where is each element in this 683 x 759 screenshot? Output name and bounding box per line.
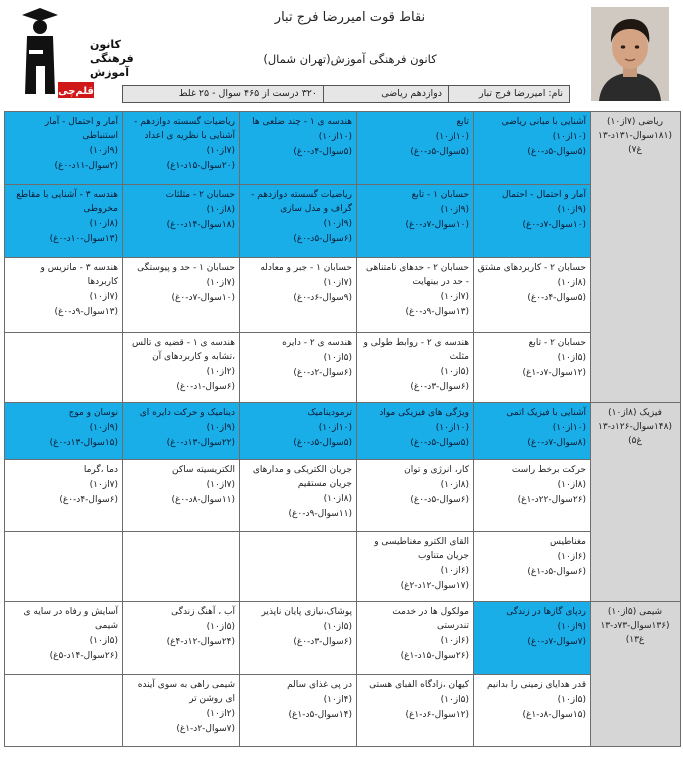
topic-stat: (۹سوال-۶د-۰غ) (293, 293, 352, 303)
empty-cell (123, 532, 240, 602)
topic-name: الکتریسیته ساکن (172, 465, 235, 475)
topic-cell (474, 258, 591, 333)
subject-label-line: (۱۸۱سوال-۱۳۱د-۱۳ (598, 131, 672, 141)
topic-stat: (۱۸سوال-۱۴د-۰غ) (166, 220, 235, 230)
topic-cell (474, 185, 591, 258)
topic-cell (240, 258, 357, 333)
table-row (5, 333, 681, 403)
topic-cell (357, 333, 474, 403)
table-row (5, 403, 681, 460)
topic-stat: (۷از۱۰) (440, 292, 469, 302)
topic-stat: (۱۰سوال-۷د-۰غ) (171, 293, 235, 303)
topic-stat: (۵از۱۰) (323, 622, 352, 632)
topic-stat: (۹از۱۰) (440, 205, 469, 215)
table-row (5, 675, 681, 747)
topic-cell (357, 675, 474, 747)
topic-stat: (۷سوال-۷د-۰غ) (527, 637, 586, 647)
topic-name: ریاضیات گسسته دوازدهم - آشنایی با نظریه ی اعداد (134, 117, 235, 141)
topic-stat: (۱۲سوال-۶د-۱غ) (405, 710, 469, 720)
topic-cell (474, 333, 591, 403)
topic-cell (240, 460, 357, 532)
topic-cell (123, 112, 240, 185)
topic-stat: (۶از۱۰) (440, 566, 469, 576)
subject-label-line: شیمی (۵از۱۰) (607, 607, 663, 617)
topic-stat: (۱۰از۱۰) (552, 423, 586, 433)
topic-name: پوشاک،نیازی پایان ناپذیر (261, 607, 352, 617)
topic-cell (474, 602, 591, 675)
topic-stat: (۹از۱۰) (206, 423, 235, 433)
topic-cell (357, 460, 474, 532)
topic-name: هندسه ی ۲ - روابط طولی و مثلث (363, 338, 469, 362)
topic-name: ترمودینامیک (307, 408, 352, 418)
topic-name: آشنایی با مبانی ریاضی (501, 117, 586, 127)
topic-name: دینامیک و حرکت دایره ای (139, 408, 235, 418)
topic-cell (474, 532, 591, 602)
topic-name: ردپای گازها در زندگی (506, 607, 586, 617)
topic-name: نوسان و موج (68, 408, 118, 418)
topic-stat: (۱۲سوال-۷د-۱غ) (522, 368, 586, 378)
topic-stat: (۱۰از۱۰) (318, 423, 352, 433)
topic-stat: (۴از۱۰) (323, 695, 352, 705)
topic-stat: (۶از۱۰) (440, 636, 469, 646)
topic-cell (240, 333, 357, 403)
topic-cell (5, 258, 123, 333)
topic-stat: (۲۶سوال-۱۵د-۱غ) (400, 651, 469, 661)
topic-name: آمار و احتمال - آمار استنباطی (44, 117, 118, 141)
topic-stat: (۷از۱۰) (206, 278, 235, 288)
empty-cell (240, 532, 357, 602)
topic-stat: (۵سوال-۵د-۰غ) (410, 147, 469, 157)
topic-stat: (۲سوال-۱۱د-۰غ) (54, 161, 118, 171)
topic-cell (123, 185, 240, 258)
topic-stat: (۸سوال-۷د-۰غ) (527, 438, 586, 448)
topic-name: مولکول ها در خدمت تندرستی (392, 607, 469, 631)
topic-stat: (۱۰از۱۰) (435, 423, 469, 433)
topic-stat: (۲۰سوال-۱۵د-۱غ) (166, 161, 235, 171)
subject-label-line: فیزیک (۸از۱۰) (608, 408, 662, 418)
topic-stat: (۵سوال-۵د-۰غ) (410, 438, 469, 448)
topic-name: حسابان ۲ - حدهای نامتناهی - حد در بینهایت (365, 263, 469, 287)
topic-stat: (۱۰از۱۰) (435, 132, 469, 142)
topic-name: شیمی راهی به سوی آینده ای روشن تر (137, 680, 235, 704)
kanoon-logo (18, 6, 134, 110)
topic-stat: (۹از۱۰) (89, 423, 118, 433)
topic-name: جریان الکتریکی و مدارهای جریان مستقیم (252, 465, 352, 489)
topic-stat: (۵سوال-۵د-۰غ) (527, 147, 586, 157)
topic-name: هندسه ی ۲ - دایره (282, 338, 352, 348)
topic-stat: (۵از۱۰) (440, 695, 469, 705)
topic-cell (240, 403, 357, 460)
topic-stat: (۵از۱۰) (557, 353, 586, 363)
topic-stat: (۵از۱۰) (323, 353, 352, 363)
student-grade: دوازدهم ریاضی (323, 86, 448, 102)
topic-name: ویژگی های فیزیکی مواد (379, 408, 469, 418)
topic-cell (5, 602, 123, 675)
topic-stat: (۱۳سوال-۹د-۰غ) (54, 307, 118, 317)
topic-name: هندسه ی ۱ - قضیه ی تالس ،تشابه و کاربردهای آن (131, 338, 235, 362)
topic-name: القای الکترو مغناطیسی و جریان متناوب (374, 537, 469, 561)
topic-stat: (۱۰سوال-۷د-۰غ) (522, 220, 586, 230)
topic-stat: (۵سوال-۵د-۰غ) (293, 438, 352, 448)
topic-name: هندسه ۳ - آشنایی با مقاطع مخروطی (16, 190, 118, 214)
topic-cell (5, 403, 123, 460)
logo-word-3: آموزش (90, 66, 129, 79)
topic-name: تابع (456, 117, 469, 127)
topic-stat: (۲از۱۰) (206, 367, 235, 377)
topic-stat: (۵از۱۰) (89, 636, 118, 646)
topic-stat: (۶سوال-۱د-۰غ) (176, 382, 235, 392)
topic-stat: (۵سوال-۴د-۰غ) (293, 147, 352, 157)
topic-name: آسایش و رفاه در سایه ی شیمی (23, 607, 118, 631)
topic-name: آشنایی با فیزیک اتمی (506, 408, 586, 418)
topic-stat: (۶سوال-۵د-۱غ) (527, 567, 586, 577)
table-row (5, 258, 681, 333)
topic-cell (357, 403, 474, 460)
topic-cell (357, 258, 474, 333)
topic-stat: (۶سوال-۳د-۰غ) (410, 382, 469, 392)
topic-stat: (۱۰از۱۰) (318, 132, 352, 142)
topic-cell (474, 460, 591, 532)
topic-cell (240, 112, 357, 185)
topic-name: کار، انرژی و توان (404, 465, 469, 475)
topic-cell (123, 258, 240, 333)
topic-cell (123, 602, 240, 675)
topic-stat: (۱۵سوال-۸د-۱غ) (522, 710, 586, 720)
topic-name: حسابان ۲ - کاربردهای مشتق (477, 263, 586, 273)
topic-name: هندسه ی ۱ - چند ضلعی ها (252, 117, 352, 127)
topic-name: قدر هدایای زمینی را بدانیم (487, 680, 586, 690)
topic-cell (357, 112, 474, 185)
table-row (5, 185, 681, 258)
topic-name: کیهان ،زادگاه الفبای هستی (369, 680, 469, 690)
topic-cell (123, 675, 240, 747)
topic-stat: (۶سوال-۳د-۰غ) (293, 637, 352, 647)
topic-cell (5, 112, 123, 185)
table-row (5, 532, 681, 602)
page-title: نقاط قوت امیررضا فرج تبار (274, 10, 426, 25)
topic-stat: (۱۵سوال-۱۳د-۰غ) (49, 438, 118, 448)
topic-cell (240, 602, 357, 675)
topic-stat: (۲۲سوال-۱۳د-۰غ) (166, 438, 235, 448)
topic-stat: (۶سوال-۴د-۰غ) (59, 495, 118, 505)
subject-label-line: غ۱۳) (625, 635, 645, 645)
topic-stat: (۲۶سوال-۲۲د-۱غ) (517, 495, 586, 505)
topic-stat: (۹از۱۰) (89, 146, 118, 156)
topic-stat: (۲از۱۰) (206, 709, 235, 719)
topic-cell (240, 185, 357, 258)
topic-stat: (۸از۱۰) (89, 219, 118, 229)
topic-stat: (۵از۱۰) (206, 622, 235, 632)
topic-cell (357, 532, 474, 602)
topic-stat: (۸از۱۰) (557, 480, 586, 490)
topic-stat: (۶سوال-۵د-۰غ) (293, 234, 352, 244)
topic-stat: (۷از۱۰) (323, 278, 352, 288)
topic-cell (474, 112, 591, 185)
topic-cell (5, 185, 123, 258)
topic-stat: (۱۱سوال-۸د-۰غ) (171, 495, 235, 505)
topic-name: دما ،گرما (83, 465, 118, 475)
topic-stat: (۹از۱۰) (557, 205, 586, 215)
score-summary: ۳۲۰ درست از ۴۶۵ سوال - ۲۵ غلط (178, 88, 317, 99)
subject-label-line: (۱۳۶سوال-۷۳د-۱۳ (600, 621, 670, 631)
logo-word-2: فرهنگی (90, 52, 134, 65)
subject-label-line: غ۵) (628, 436, 642, 446)
topic-stat: (۷از۱۰) (89, 292, 118, 302)
subject-label-line: ریاضی (۷از۱۰) (607, 117, 663, 127)
topic-stat: (۶سوال-۵د-۰غ) (410, 495, 469, 505)
graduate-figure-icon (22, 8, 58, 94)
topic-name: ریاضیات گسسته دوازدهم - گراف و مدل سازی (251, 190, 352, 214)
topic-stat: (۷از۱۰) (89, 480, 118, 490)
topic-stat: (۶سوال-۲د-۰غ) (293, 368, 352, 378)
logo-word-4: قلم‌چی (58, 86, 94, 97)
topic-stat: (۷از۱۰) (206, 146, 235, 156)
table-row (5, 602, 681, 675)
topic-stat: (۱۰از۱۰) (552, 132, 586, 142)
topic-name: آب ، آهنگ زندگی (171, 607, 235, 617)
subject-label (591, 602, 681, 747)
topic-cell (474, 675, 591, 747)
topic-stat: (۵از۱۰) (557, 695, 586, 705)
topic-stat: (۶از۱۰) (557, 552, 586, 562)
topic-stat: (۱۳سوال-۹د-۰غ) (405, 307, 469, 317)
subject-label-line: (۱۴۸سوال-۱۲۶د-۱۳ (598, 422, 672, 432)
topic-stat: (۱۷سوال-۱۲د-۲غ) (400, 581, 469, 591)
topic-cell (5, 460, 123, 532)
topic-name: در پی غذای سالم (287, 680, 352, 690)
topic-cell (123, 460, 240, 532)
topic-stat: (۱۰سوال-۷د-۰غ) (405, 220, 469, 230)
table-row (5, 112, 681, 185)
topic-cell (123, 403, 240, 460)
subject-label (591, 112, 681, 403)
topic-stat: (۹از۱۰) (323, 219, 352, 229)
topic-name: حسابان ۲ - تابع (528, 338, 586, 348)
topic-stat: (۸از۱۰) (206, 205, 235, 215)
student-info-bar (122, 85, 570, 103)
topic-cell (357, 602, 474, 675)
empty-cell (5, 532, 123, 602)
topic-stat: (۷سوال-۲د-۱غ) (176, 724, 235, 734)
topic-name: حسابان ۱ - تابع (411, 190, 469, 200)
page-subtitle: کانون فرهنگی آموزش(تهران شمال) (263, 52, 437, 66)
topic-stat: (۱۱سوال-۹د-۰غ) (288, 509, 352, 519)
topic-cell (240, 675, 357, 747)
topic-stat: (۸از۱۰) (440, 480, 469, 490)
topic-stat: (۲۶سوال-۱۴د-۵غ) (49, 651, 118, 661)
topic-name: حسابان ۲ - مثلثات (165, 190, 235, 200)
topic-stat: (۷از۱۰) (206, 480, 235, 490)
topic-stat: (۱۴سوال-۵د-۱غ) (288, 710, 352, 720)
topic-name: آمار و احتمال - احتمال (502, 190, 586, 200)
topic-cell (357, 185, 474, 258)
topic-name: حسابان ۱ - حد و پیوستگی (137, 263, 235, 273)
topic-name: هندسه ۳ - ماتریس و کاربردها (40, 263, 118, 287)
topic-cell (123, 333, 240, 403)
student-photo (591, 7, 669, 101)
subject-label (591, 403, 681, 602)
logo-word-1: کانون (90, 38, 121, 51)
topic-name: مغناطیس (550, 537, 586, 547)
strengths-table (4, 111, 681, 747)
empty-cell (5, 675, 123, 747)
topic-name: حسابان ۱ - جبر و معادله (260, 263, 352, 273)
topic-cell (474, 403, 591, 460)
topic-stat: (۸از۱۰) (323, 494, 352, 504)
subject-label-line: غ۷) (628, 145, 642, 155)
topic-stat: (۵سوال-۴د-۰غ) (527, 293, 586, 303)
topic-stat: (۹از۱۰) (557, 622, 586, 632)
empty-cell (5, 333, 123, 403)
topic-stat: (۵از۱۰) (440, 367, 469, 377)
topic-stat: (۲۴سوال-۱۲د-۴غ) (166, 637, 235, 647)
student-name: نام: امیررضا فرج تبار (448, 86, 569, 102)
topic-stat: (۱۳سوال-۱۰د-۰غ) (49, 234, 118, 244)
topic-name: حرکت برخط راست (511, 465, 586, 475)
table-row (5, 460, 681, 532)
topic-stat: (۸از۱۰) (557, 278, 586, 288)
